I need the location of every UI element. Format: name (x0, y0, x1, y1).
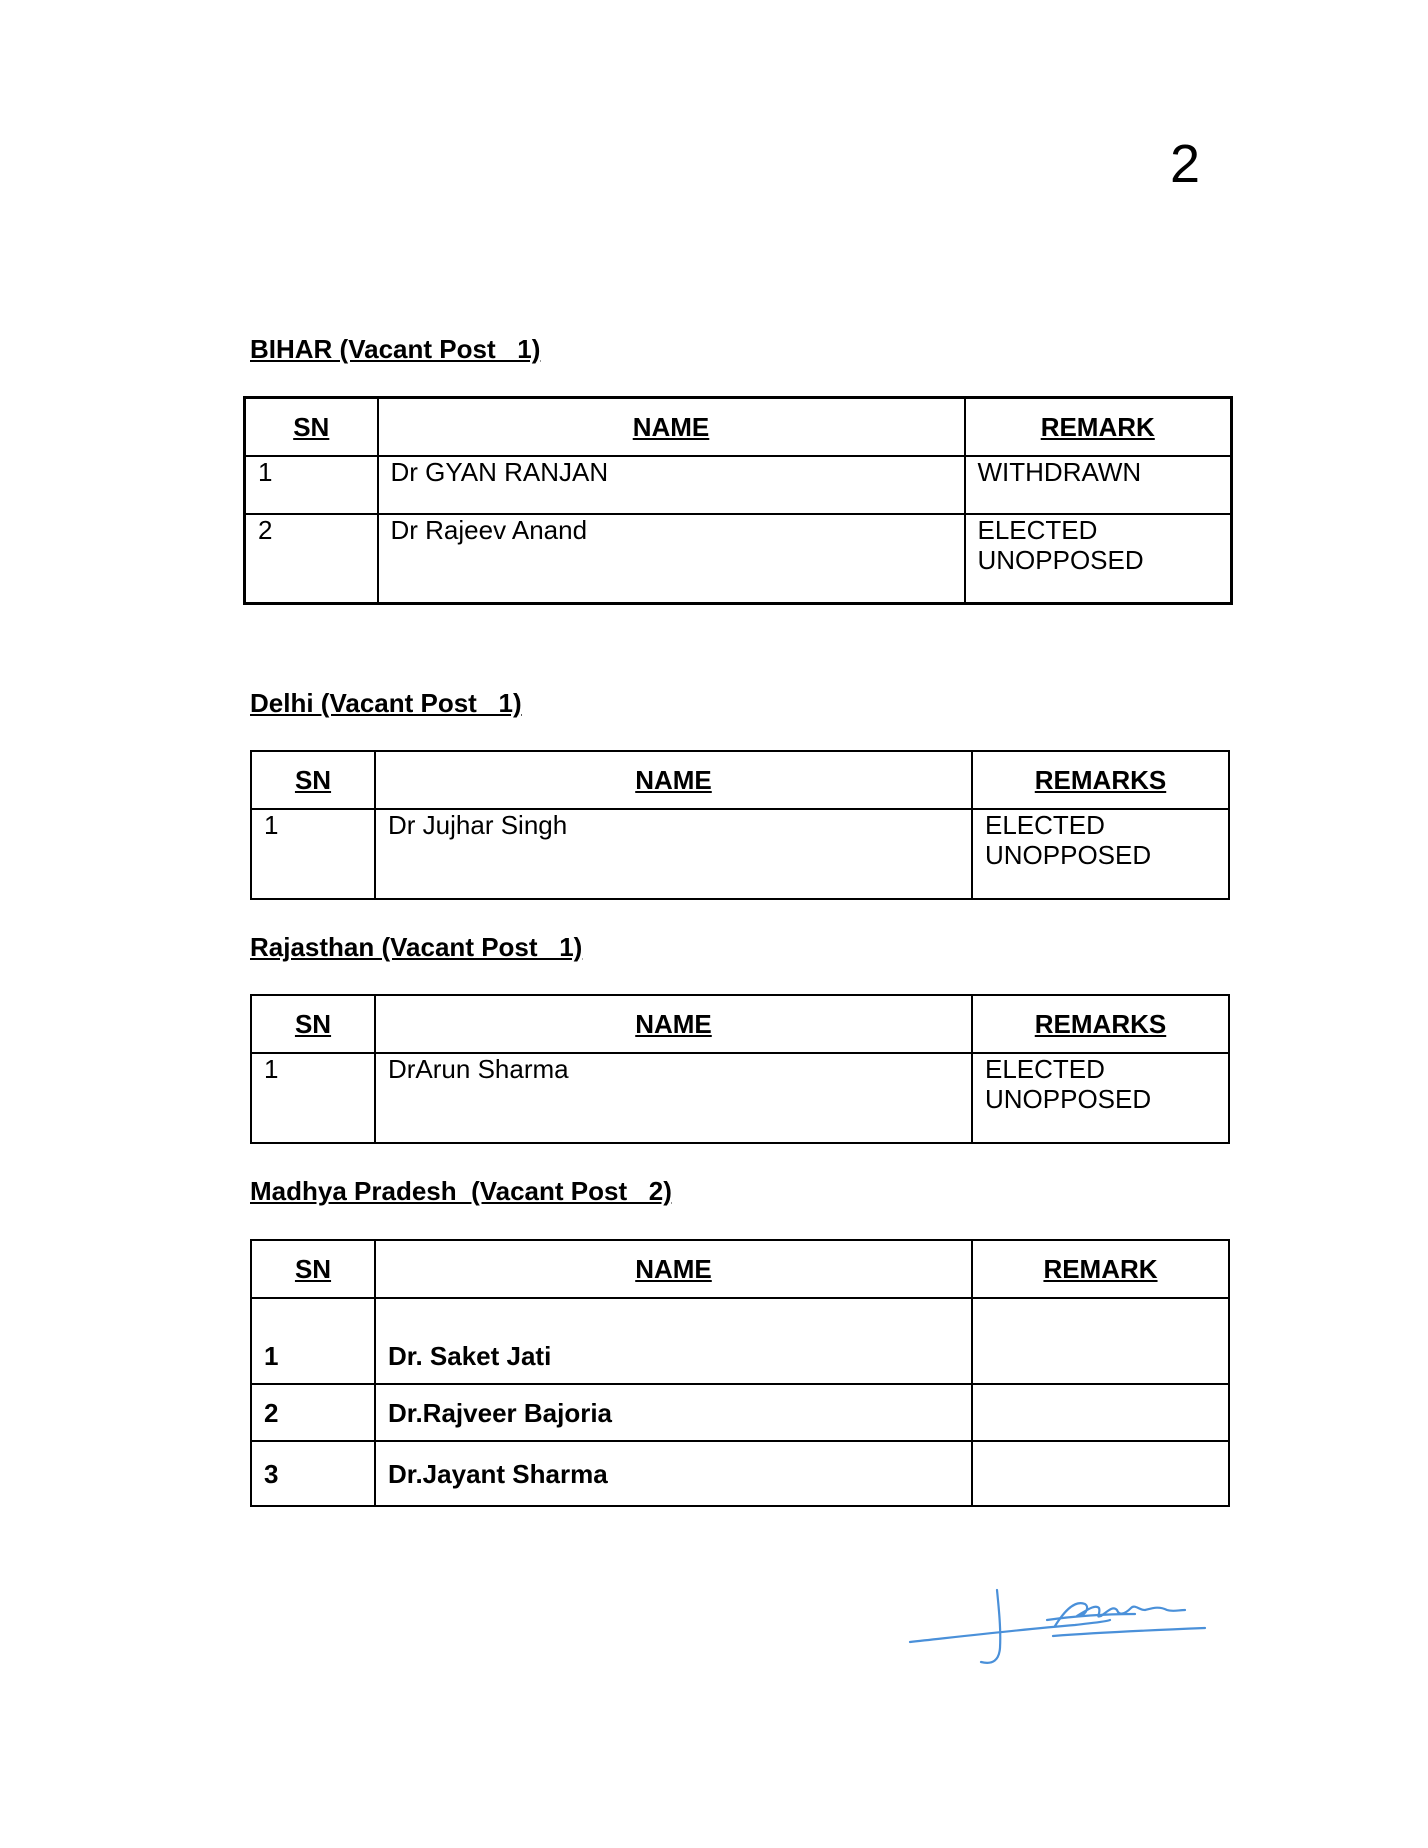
column-header-name: NAME (375, 1240, 972, 1298)
cell-remark: ELECTED UNOPPOSED (972, 809, 1229, 899)
cell-remark (972, 1384, 1229, 1441)
table-header-row (251, 995, 1229, 1053)
table-row (251, 1298, 1229, 1384)
cell-remark: ELECTED UNOPPOSED (972, 1053, 1229, 1143)
page-number: 2 (1170, 134, 1201, 194)
table-bihar (243, 396, 1233, 605)
cell-remark (972, 1298, 1229, 1384)
table-row (251, 1384, 1229, 1441)
column-header-sn: SN (251, 1240, 375, 1298)
table-row (251, 809, 1229, 899)
cell-sn: 1 (251, 809, 375, 899)
cell-name: Dr. Saket Jati (375, 1298, 972, 1384)
cell-name: Dr.Rajveer Bajoria (375, 1384, 972, 1441)
cell-name: Dr Jujhar Singh (375, 809, 972, 899)
column-header-remark: REMARK (965, 398, 1232, 456)
column-header-sn: SN (251, 995, 375, 1053)
table-madhya-pradesh (250, 1239, 1230, 1507)
cell-name: DrArun Sharma (375, 1053, 972, 1143)
column-header-name: NAME (375, 751, 972, 809)
column-header-sn: SN (251, 751, 375, 809)
table-row (245, 514, 1232, 604)
table-rajasthan (250, 994, 1230, 1144)
table-header-row (245, 398, 1232, 456)
table-delhi (250, 750, 1230, 900)
cell-sn: 3 (251, 1441, 375, 1506)
cell-remark: ELECTED UNOPPOSED (965, 514, 1232, 604)
cell-remark: WITHDRAWN (965, 456, 1232, 514)
cell-sn: 2 (251, 1384, 375, 1441)
cell-sn: 2 (245, 514, 378, 604)
column-header-remarks: REMARKS (972, 995, 1229, 1053)
section-title-madhya-pradesh: Madhya Pradesh (Vacant Post 2) (250, 1176, 672, 1206)
column-header-remark: REMARK (972, 1240, 1229, 1298)
cell-name: Dr.Jayant Sharma (375, 1441, 972, 1506)
table-header-row (251, 751, 1229, 809)
signature-image (905, 1570, 1215, 1680)
cell-name: Dr GYAN RANJAN (378, 456, 965, 514)
table-row (251, 1441, 1229, 1506)
table-row (251, 1053, 1229, 1143)
section-title-delhi: Delhi (Vacant Post 1) (250, 688, 522, 718)
cell-sn: 1 (245, 456, 378, 514)
cell-sn: 1 (251, 1053, 375, 1143)
column-header-sn: SN (245, 398, 378, 456)
cell-remark (972, 1441, 1229, 1506)
cell-name: Dr Rajeev Anand (378, 514, 965, 604)
section-title-rajasthan: Rajasthan (Vacant Post 1) (250, 932, 583, 962)
column-header-remarks: REMARKS (972, 751, 1229, 809)
section-title-bihar: BIHAR (Vacant Post 1) (250, 334, 541, 364)
table-row (245, 456, 1232, 514)
column-header-name: NAME (375, 995, 972, 1053)
column-header-name: NAME (378, 398, 965, 456)
cell-sn: 1 (251, 1298, 375, 1384)
table-header-row (251, 1240, 1229, 1298)
